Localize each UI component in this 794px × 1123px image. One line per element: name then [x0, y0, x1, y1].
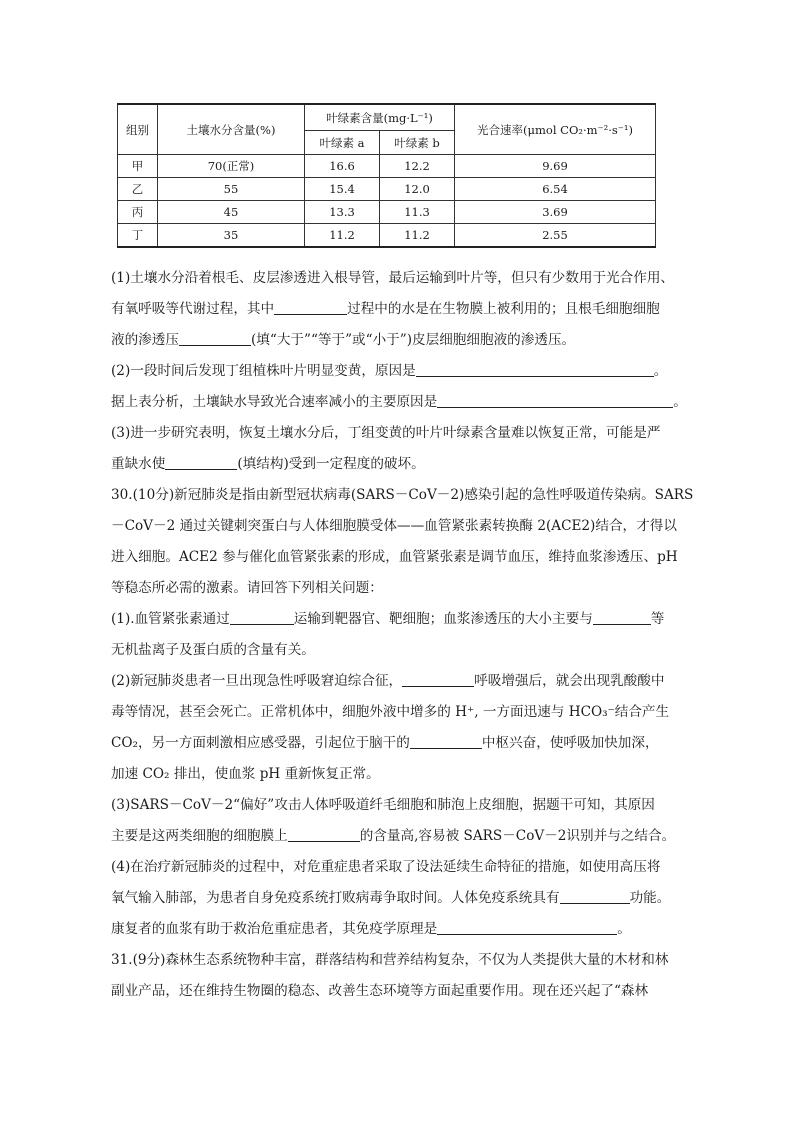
table-row [118, 201, 656, 224]
answer-blank[interactable] [288, 826, 360, 842]
table-row [118, 178, 656, 201]
text-line: 康复者的血浆有助于救治危重症患者，其免疫学原理是 。 [111, 921, 631, 937]
cell-group: 甲 [118, 155, 158, 178]
answer-blank[interactable] [179, 330, 251, 346]
data-table [117, 103, 656, 248]
text-line: (3)进一步研究表明，恢复土壤水分后，丁组变黄的叶片叶绿素含量难以恢复正常，可能是严 [111, 425, 661, 441]
text-line: (2)一段时间后发现丁组植株叶片明显变黄，原因是 。 [111, 363, 668, 379]
cell-chl-b: 12.0 [380, 178, 455, 201]
cell-chl-a: 16.6 [305, 155, 380, 178]
text-line: (3)SARS－CoV－2“偏好”攻击人体呼吸道纤毛细胞和肺泡上皮细胞，据题干可知，其原因 [111, 797, 655, 813]
text-line: CO₂，另一方面刺激相应感受器，引起位于脑干的 中枢兴奋，使呼吸加快加深， [111, 735, 659, 751]
text-line: 31.(9分)森林生态系统物种丰富，群落结构和营养结构复杂，不仅为人类提供大量的木材和林 [111, 952, 669, 968]
header-group: 组别 [118, 104, 158, 155]
text-line: 氧气输入肺部，为患者自身免疫系统打败病毒争取时间。人体免疫系统具有 功能。 [111, 890, 671, 906]
text-line: (1).血管紧张素通过 运输到靶器官、靶细胞；血浆渗透压的大小主要与 等 [111, 611, 665, 627]
text-line: 进入细胞。ACE2 参与催化血管紧张素的形成，血管紧张素是调节血压，维持血浆渗透压、pH [111, 549, 678, 565]
answer-blank[interactable] [593, 609, 651, 625]
cell-chl-b: 12.2 [380, 155, 455, 178]
cell-rate: 6.54 [455, 178, 656, 201]
cell-rate: 9.69 [455, 155, 656, 178]
text-line: 重缺水使 (填结构)受到一定程度的破坏。 [111, 456, 425, 472]
text-line: 等稳态所必需的激素。请回答下列相关问题： [111, 580, 383, 596]
cell-group: 乙 [118, 178, 158, 201]
answer-blank[interactable] [437, 392, 673, 408]
text-line: 液的渗透压 (填“大于”“等于”或“小于”)皮层细胞细胞液的渗透压。 [111, 332, 576, 348]
answer-blank[interactable] [402, 671, 474, 687]
cell-rate: 3.69 [455, 201, 656, 224]
text-line: －CoV－2 通过关键刺突蛋白与人体细胞膜受体——血管紧张素转换酶 2(ACE2)结合，才得以 [111, 518, 677, 534]
text-line: 主要是这两类细胞的细胞膜上 的含量高,容易被 SARS－CoV－2识别并与之结合。 [111, 828, 676, 844]
cell-group: 丙 [118, 201, 158, 224]
header-photosynthesis-rate: 光合速率(μmol CO₂·m⁻²·s⁻¹) [455, 104, 656, 155]
cell-chl-b: 11.2 [380, 224, 455, 248]
cell-rate: 2.55 [455, 224, 656, 248]
text-line: 加速 CO₂ 排出，使血浆 pH 重新恢复正常。 [111, 766, 380, 782]
answer-blank[interactable] [410, 733, 482, 749]
answer-blank[interactable] [165, 454, 237, 470]
header-chlorophyll: 叶绿素含量(mg·L⁻¹) [305, 104, 455, 131]
cell-soil: 55 [158, 178, 305, 201]
answer-blank[interactable] [230, 609, 294, 625]
text-line: 毒等情况，甚至会死亡。正常机体中，细胞外液中增多的 H⁺, 一方面迅速与 HCO₃⁻结合产生 [111, 704, 670, 720]
header-soil-moisture: 土壤水分含量(%) [158, 104, 305, 155]
text-line: (4)在治疗新冠肺炎的过程中，对危重症患者采取了设法延续生命特征的措施，如使用高压将 [111, 859, 661, 875]
cell-soil: 45 [158, 201, 305, 224]
text-line: 有氧呼吸等代谢过程，其中 过程中的水是在生物膜上被利用的；且根毛细胞细胞 [111, 301, 660, 317]
cell-chl-a: 11.2 [305, 224, 380, 248]
text-line: 副业产品，还在维持生物圈的稳态、改善生态环境等方面起重要作用。现在还兴起了“森林 [111, 983, 649, 999]
question-text [111, 263, 694, 1007]
text-line: (2)新冠肺炎患者一旦出现急性呼吸窘迫综合征， 呼吸增强后，就会出现乳酸酸中 [111, 673, 665, 689]
table-row [118, 224, 656, 248]
header-chlorophyll-b: 叶绿素 b [380, 131, 455, 155]
text-line: (1)土壤水分沿着根毛、皮层渗透进入根导管，最后运输到叶片等，但只有少数用于光合作用、 [111, 270, 675, 286]
answer-blank[interactable] [274, 299, 347, 315]
header-chlorophyll-a: 叶绿素 a [305, 131, 380, 155]
text-line: 30.(10分)新冠肺炎是指由新型冠状病毒(SARS－CoV－2)感染引起的急性呼吸道传染病。SARS [111, 487, 694, 503]
cell-group: 丁 [118, 224, 158, 248]
answer-blank[interactable] [560, 888, 630, 904]
cell-chl-a: 13.3 [305, 201, 380, 224]
cell-soil: 70(正常) [158, 155, 305, 178]
cell-chl-a: 15.4 [305, 178, 380, 201]
text-line: 据上表分析，土壤缺水导致光合速率减小的主要原因是 。 [111, 394, 687, 410]
answer-blank[interactable] [437, 919, 617, 935]
cell-chl-b: 11.3 [380, 201, 455, 224]
text-line: 无机盐离子及蛋白质的含量有关。 [111, 642, 315, 658]
table-row [118, 155, 656, 178]
answer-blank[interactable] [416, 361, 654, 377]
cell-soil: 35 [158, 224, 305, 248]
